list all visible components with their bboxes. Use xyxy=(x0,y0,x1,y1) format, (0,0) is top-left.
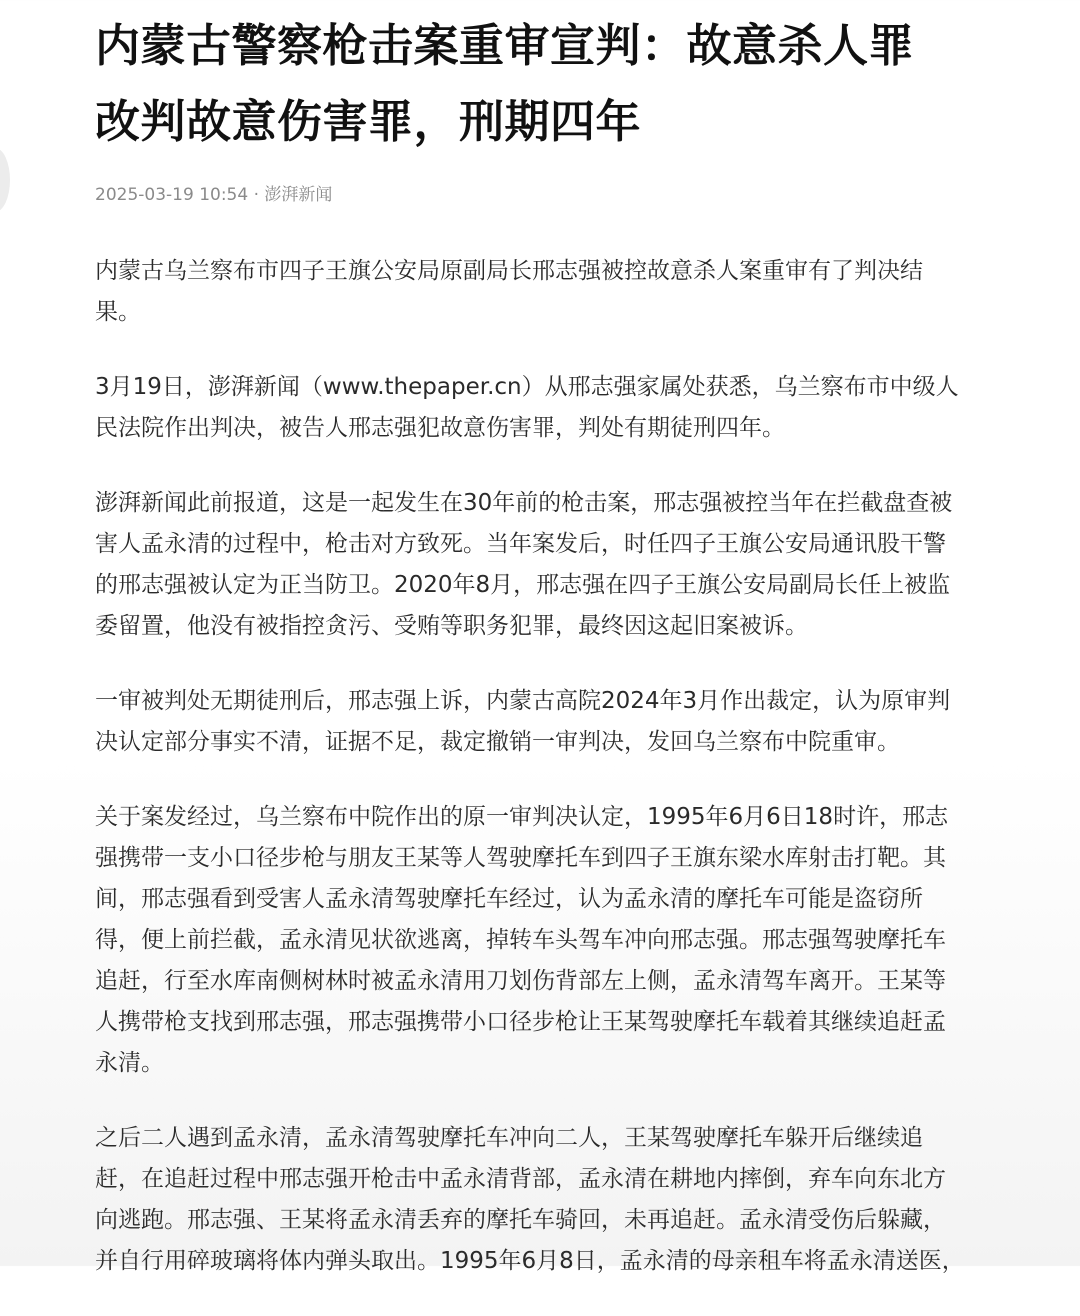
article-title xyxy=(95,0,1035,160)
paragraph-line: 一审被判处无期徒刑后，邢志强上诉，内蒙古高院2024年3月作出裁定，认为原审判 xyxy=(95,688,951,714)
paragraph xyxy=(95,1118,1035,1282)
paragraph-line: 向逃跑。邢志强、王某将孟永清丢弃的摩托车骑回，未再追赶。孟永清受伤后躲藏， xyxy=(95,1207,946,1233)
paragraph-line: 赶，在追赶过程中邢志强开枪击中孟永清背部，孟永清在耕地内摔倒，弃车向东北方 xyxy=(95,1166,946,1192)
article-meta: 2025-03-19 10:54 · 澎湃新闻 xyxy=(95,185,333,205)
paragraph-line: 内蒙古乌兰察布市四子王旗公安局原副局长邢志强被控故意杀人案重审有了判决结 xyxy=(95,258,923,284)
paragraph xyxy=(95,483,1035,647)
paragraph-line: 追赶，行至水库南侧树林时被孟永清用刀划伤背部左上侧，孟永清驾车离开。王某等 xyxy=(95,968,946,994)
paragraph-line: 人携带枪支找到邢志强，邢志强携带小口径步枪让王某驾驶摩托车载着其继续追赶孟 xyxy=(95,1009,946,1035)
paragraph xyxy=(95,251,1035,333)
article-body xyxy=(95,251,1035,1282)
article xyxy=(95,0,1035,1316)
paragraph xyxy=(95,797,1035,1084)
side-scroll-tab[interactable] xyxy=(0,148,10,212)
paragraph-line: 决认定部分事实不清，证据不足，裁定撤销一审判决，发回乌兰察布中院重审。 xyxy=(95,729,900,755)
paragraph-line: 害人孟永清的过程中，枪击对方致死。当年案发后，时任四子王旗公安局通讯股干警 xyxy=(95,531,946,557)
title-line: 改判故意伤害罪，刑期四年 xyxy=(95,95,642,148)
paragraph-line: 的邢志强被认定为正当防卫。2020年8月，邢志强在四子王旗公安局副局长任上被监 xyxy=(95,572,951,598)
paragraph-line: 强携带一支小口径步枪与朋友王某等人驾驶摩托车到四子王旗东梁水库射击打靶。其 xyxy=(95,845,946,871)
paragraph-line: 得，便上前拦截，孟永清见状欲逃离，掉转车头驾车冲向邢志强。邢志强驾驶摩托车 xyxy=(95,927,946,953)
paragraph-line: 3月19日，澎湃新闻（www.thepaper.cn）从邢志强家属处获悉，乌兰察布市中级人 xyxy=(95,374,959,400)
paragraph-line: 委留置，他没有被指控贪污、受贿等职务犯罪，最终因这起旧案被诉。 xyxy=(95,613,808,639)
paragraph-line: 间，邢志强看到受害人孟永清驾驶摩托车经过，认为孟永清的摩托车可能是盗窃所 xyxy=(95,886,923,912)
paragraph-line: 之后二人遇到孟永清，孟永清驾驶摩托车冲向二人，王某驾驶摩托车躲开后继续追 xyxy=(95,1125,923,1151)
paragraph-line: 果。 xyxy=(95,299,141,325)
paragraph xyxy=(95,681,1035,763)
title-line: 内蒙古警察枪击案重审宣判：故意杀人罪 xyxy=(95,19,915,72)
paragraph-line: 民法院作出判决，被告人邢志强犯故意伤害罪，判处有期徒刑四年。 xyxy=(95,415,785,441)
paragraph xyxy=(95,367,1035,449)
paragraph-line: 澎湃新闻此前报道，这是一起发生在30年前的枪击案，邢志强被控当年在拦截盘查被 xyxy=(95,490,953,516)
paragraph-line: 并自行用碎玻璃将体内弹头取出。1995年6月8日，孟永清的母亲租车将孟永清送医， xyxy=(95,1248,965,1274)
paragraph-line: 关于案发经过，乌兰察布中院作出的原一审判决认定，1995年6月6日18时许，邢志 xyxy=(95,804,949,830)
paragraph-line: 永清。 xyxy=(95,1050,164,1076)
